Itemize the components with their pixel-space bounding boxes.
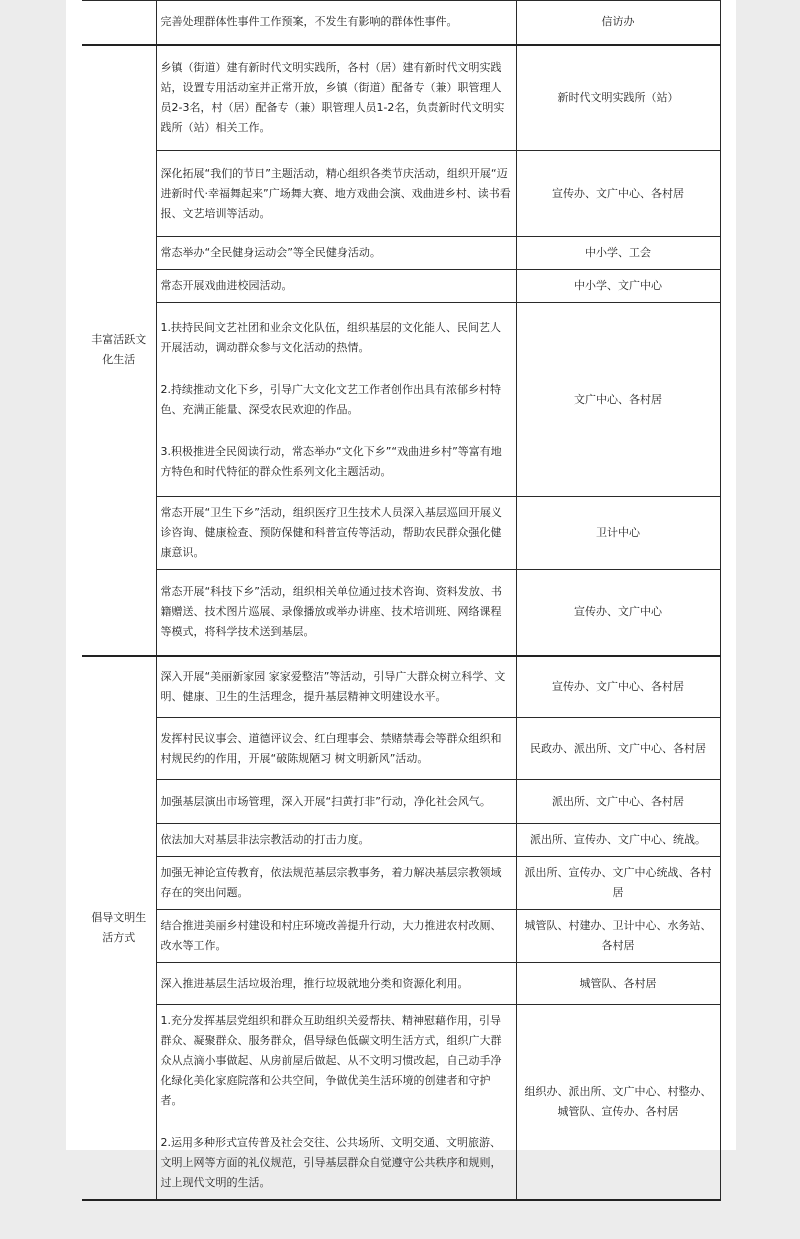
task-paragraph: 加强无神论宣传教育，依法规范基层宗教事务，着力解决基层宗教领域存在的突出问题。 [160, 866, 502, 899]
department-cell: 民政办、派出所、文广中心、各村居 [516, 718, 720, 780]
department-cell: 宣传办、文广中心、各村居 [516, 151, 720, 237]
department-cell: 派出所、宣传办、文广中心统战、各村居 [516, 857, 720, 910]
task-cell [156, 45, 516, 151]
task-cell [156, 780, 516, 824]
task-paragraph: 常态开展戏曲进校园活动。 [160, 279, 293, 292]
category-cell [82, 1, 156, 45]
table-row [82, 780, 720, 824]
department-cell: 卫计中心 [516, 497, 720, 570]
task-cell [156, 656, 516, 718]
task-cell [156, 1, 516, 45]
task-cell [156, 718, 516, 780]
task-paragraph: 结合推进美丽乡村建设和村庄环境改善提升行动，大力推进农村改厕、改水等工作。 [160, 919, 502, 952]
table-row [82, 824, 720, 857]
task-cell [156, 1005, 516, 1201]
task-paragraph: 常态开展“科技下乡”活动，组织相关单位通过技术咨询、资料发放、书籍赠送、技术图片巡展、录像播放或举办讲座、技术培训班、网络课程等模式，将科学技术送到基层。 [160, 585, 502, 639]
task-paragraph: 常态开展“卫生下乡”活动，组织医疗卫生技术人员深入基层巡回开展义诊咨询、健康检查、预防保健和科普宣传等活动，帮助农民群众强化健康意识。 [160, 506, 502, 559]
category-cell: 丰富活跃文化生活 [82, 45, 156, 656]
department-cell: 组织办、派出所、文广中心、村整办、城管队、宣传办、各村居 [516, 1005, 720, 1201]
department-cell: 文广中心、各村居 [516, 303, 720, 497]
department-cell: 中小学、文广中心 [516, 270, 720, 303]
task-paragraph: 完善处理群体性事件工作预案，不发生有影响的群体性事件。 [160, 15, 458, 29]
task-paragraph: 1.充分发挥基层党组织和群众互助组织关爱帮扶、精神慰藉作用，引导群众、凝聚群众、服务群众，倡导绿色低碳文明生活方式，组织广大群众从点滴小事做起、从房前屋后做起、从不文明习惯改起，自己动手净化绿化美化家庭院落和公共空间，争做优美生活环境的创建者和守护者。 [160, 1014, 502, 1107]
task-paragraph: 深入推进基层生活垃圾治理，推行垃圾就地分类和资源化利用。 [160, 976, 469, 990]
task-paragraph: 发挥村民议事会、道德评议会、红白理事会、禁赌禁毒会等群众组织和村规民约的作用，开展“破陈规陋习 树文明新风”活动。 [160, 731, 502, 765]
table-row [82, 570, 720, 656]
table-row [82, 910, 720, 963]
task-paragraph: 1.扶持民间文艺社团和业余文化队伍，组织基层的文化能人、民间艺人开展活动，调动群众参与文化活动的热情。 [160, 320, 501, 354]
task-cell [156, 910, 516, 963]
task-table [82, 0, 721, 1201]
table-row [82, 45, 720, 151]
task-paragraph: 加强基层演出市场管理，深入开展“扫黄打非”行动，净化社会风气。 [160, 794, 491, 808]
table-row [82, 270, 720, 303]
task-paragraph: 3.积极推进全民阅读行动，常态举办“文化下乡”“戏曲进乡村”等富有地方特色和时代特征的群众性系列文化主题活动。 [160, 444, 502, 478]
task-cell [156, 151, 516, 237]
task-paragraph: 深化拓展“我们的节日”主题活动，精心组织各类节庆活动，组织开展“迈进新时代·幸福舞起来”广场舞大赛、地方戏曲会演、戏曲进乡村、读书看报、文艺培训等活动。 [160, 166, 511, 220]
table-row [82, 303, 720, 497]
task-cell [156, 303, 516, 497]
task-paragraph: 深入开展“美丽新家园 家家爱整洁”等活动，引导广大群众树立科学、文明、健康、卫生的生活理念，提升基层精神文明建设水平。 [160, 669, 506, 703]
task-cell [156, 270, 516, 303]
department-cell: 宣传办、文广中心 [516, 570, 720, 656]
department-cell: 城管队、各村居 [516, 963, 720, 1005]
task-cell [156, 497, 516, 570]
department-cell: 新时代文明实践所（站） [516, 45, 720, 151]
table-row [82, 151, 720, 237]
task-paragraph: 常态举办“全民健身运动会”等全民健身活动。 [160, 246, 381, 259]
department-cell: 派出所、宣传办、文广中心、统战。 [516, 824, 720, 857]
task-cell [156, 824, 516, 857]
table-row [82, 718, 720, 780]
task-cell [156, 963, 516, 1005]
department-cell: 中小学、工会 [516, 237, 720, 270]
table-row [82, 497, 720, 570]
table-row [82, 656, 720, 718]
task-paragraph: 乡镇（街道）建有新时代文明实践所，各村（居）建有新时代文明实践站，设置专用活动室并正常开放，乡镇（街道）配备专（兼）职管理人员2-3名，村（居）配备专（兼）职管理人员1-2名，负责新时代文明实践所（站）相关工作。 [160, 60, 505, 134]
task-cell [156, 237, 516, 270]
task-cell [156, 857, 516, 910]
task-paragraph: 2.运用多种形式宣传普及社会交往、公共场所、文明交通、文明旅游、文明上网等方面的礼仪规范，引导基层群众自觉遵守公共秩序和规则，过上现代文明的生活。 [160, 1136, 502, 1189]
table-row [82, 237, 720, 270]
table-row [82, 1005, 720, 1201]
task-paragraph: 依法加大对基层非法宗教活动的打击力度。 [160, 833, 370, 846]
task-paragraph: 2.持续推动文化下乡，引导广大文化文艺工作者创作出具有浓郁乡村特色、充满正能量、深受农民欢迎的作品。 [160, 382, 501, 416]
table-row [82, 963, 720, 1005]
task-cell [156, 570, 516, 656]
table-row [82, 857, 720, 910]
department-cell: 城管队、村建办、卫计中心、水务站、各村居 [516, 910, 720, 963]
department-cell: 宣传办、文广中心、各村居 [516, 656, 720, 718]
table-row [82, 1, 720, 45]
department-cell: 信访办 [516, 1, 720, 45]
category-cell: 倡导文明生活方式 [82, 656, 156, 1201]
department-cell: 派出所、文广中心、各村居 [516, 780, 720, 824]
